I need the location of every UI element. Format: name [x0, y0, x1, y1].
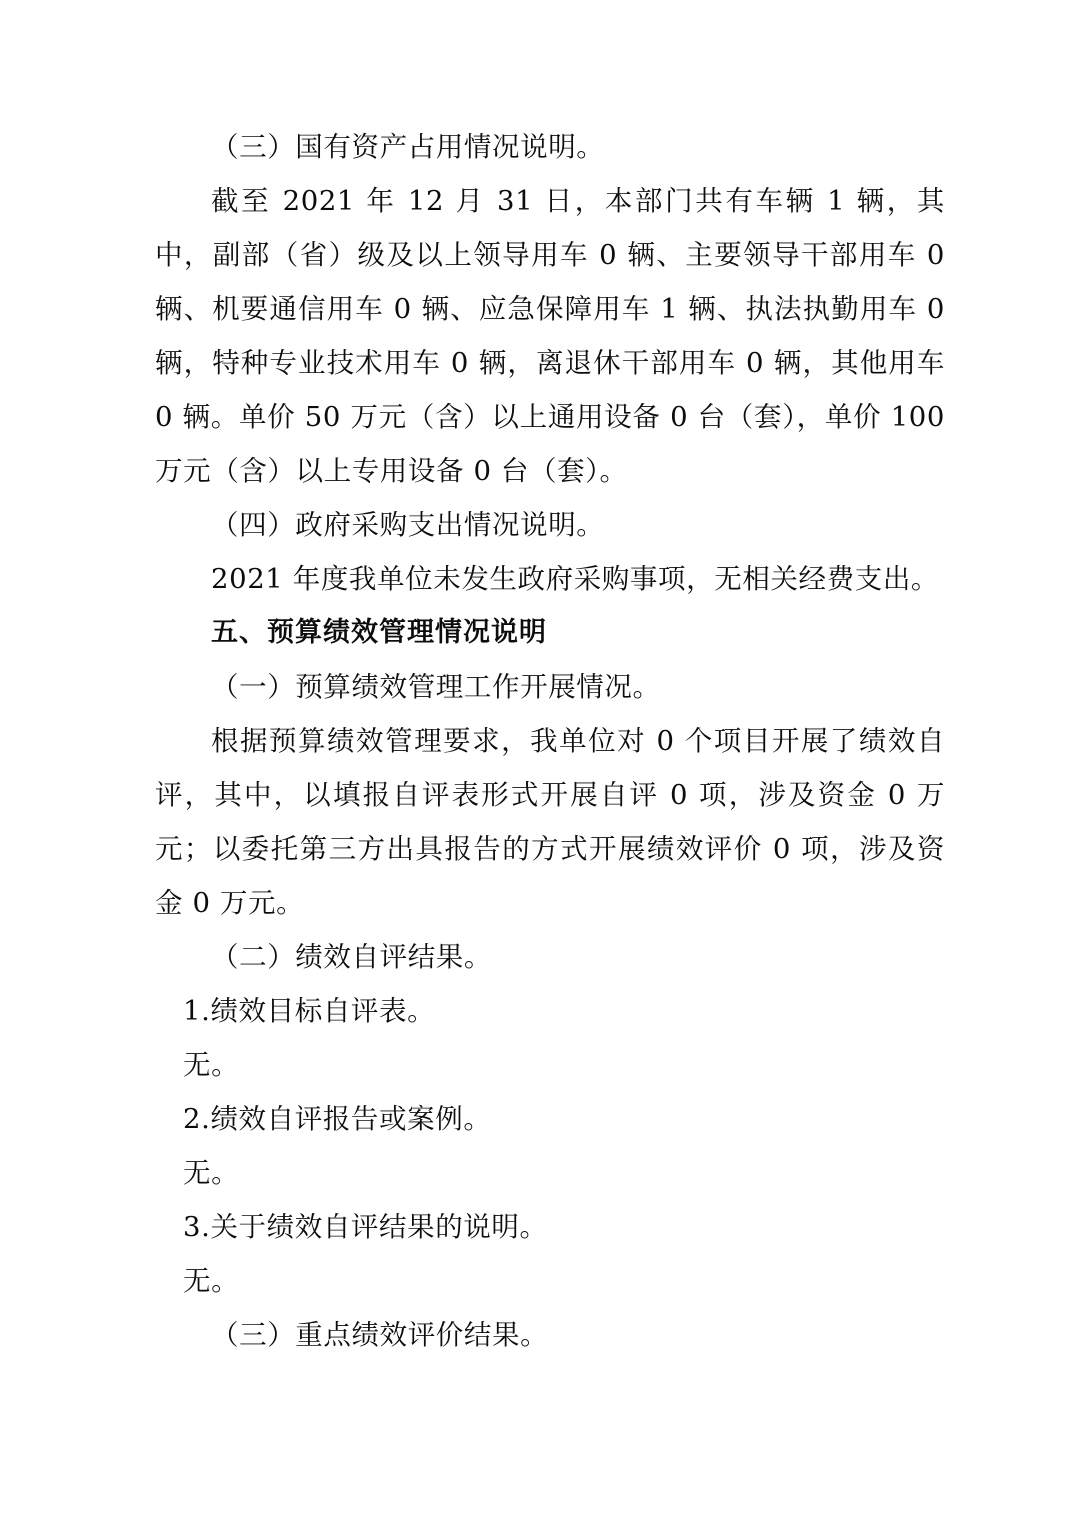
- section-5-1-body: 根据预算绩效管理要求，我单位对 0 个项目开展了绩效自评，其中，以填报自评表形式开展自评 0 项，涉及资金 0 万元；以委托第三方出具报告的方式开展绩效评价 0 项，涉及资金 0 万元。: [155, 725, 945, 919]
- section-3-body: 截至 2021 年 12 月 31 日，本部门共有车辆 1 辆，其中，副部（省）级及以上领导用车 0 辆、主要领导干部用车 0 辆、机要通信用车 0 辆、应急保障用车 1 辆、执法执勤用车 0 辆，特种专业技术用车 0 辆，离退休干部用车 0 辆，其他用车 0 辆。单价 50 万元（含）以上通用设备 0 台（套），单价 100 万元（含）以上专用设备 0 台（套）。: [155, 185, 945, 487]
- list-item-2-answer: 无。: [183, 1157, 240, 1189]
- list-item-2: 2.绩效自评报告或案例。: [183, 1103, 492, 1135]
- section-4-title: （四）政府采购支出情况说明。: [211, 509, 605, 541]
- list-item-1-answer: 无。: [183, 1049, 240, 1081]
- list-item-3: 3.关于绩效自评结果的说明。: [183, 1211, 548, 1243]
- document-body: [155, 120, 945, 1362]
- section-4-body: 2021 年度我单位未发生政府采购事项，无相关经费支出。: [211, 563, 940, 595]
- section-3-title: （三）国有资产占用情况说明。: [211, 131, 605, 163]
- section-5-2-title: （二）绩效自评结果。: [211, 941, 492, 973]
- list-item-3-answer: 无。: [183, 1265, 240, 1297]
- list-item-1: 1.绩效目标自评表。: [183, 995, 436, 1027]
- section-5-1-title: （一）预算绩效管理工作开展情况。: [211, 671, 661, 703]
- section-5-3-title: （三）重点绩效评价结果。: [211, 1319, 549, 1351]
- section-5-heading: 五、预算绩效管理情况说明: [211, 617, 547, 648]
